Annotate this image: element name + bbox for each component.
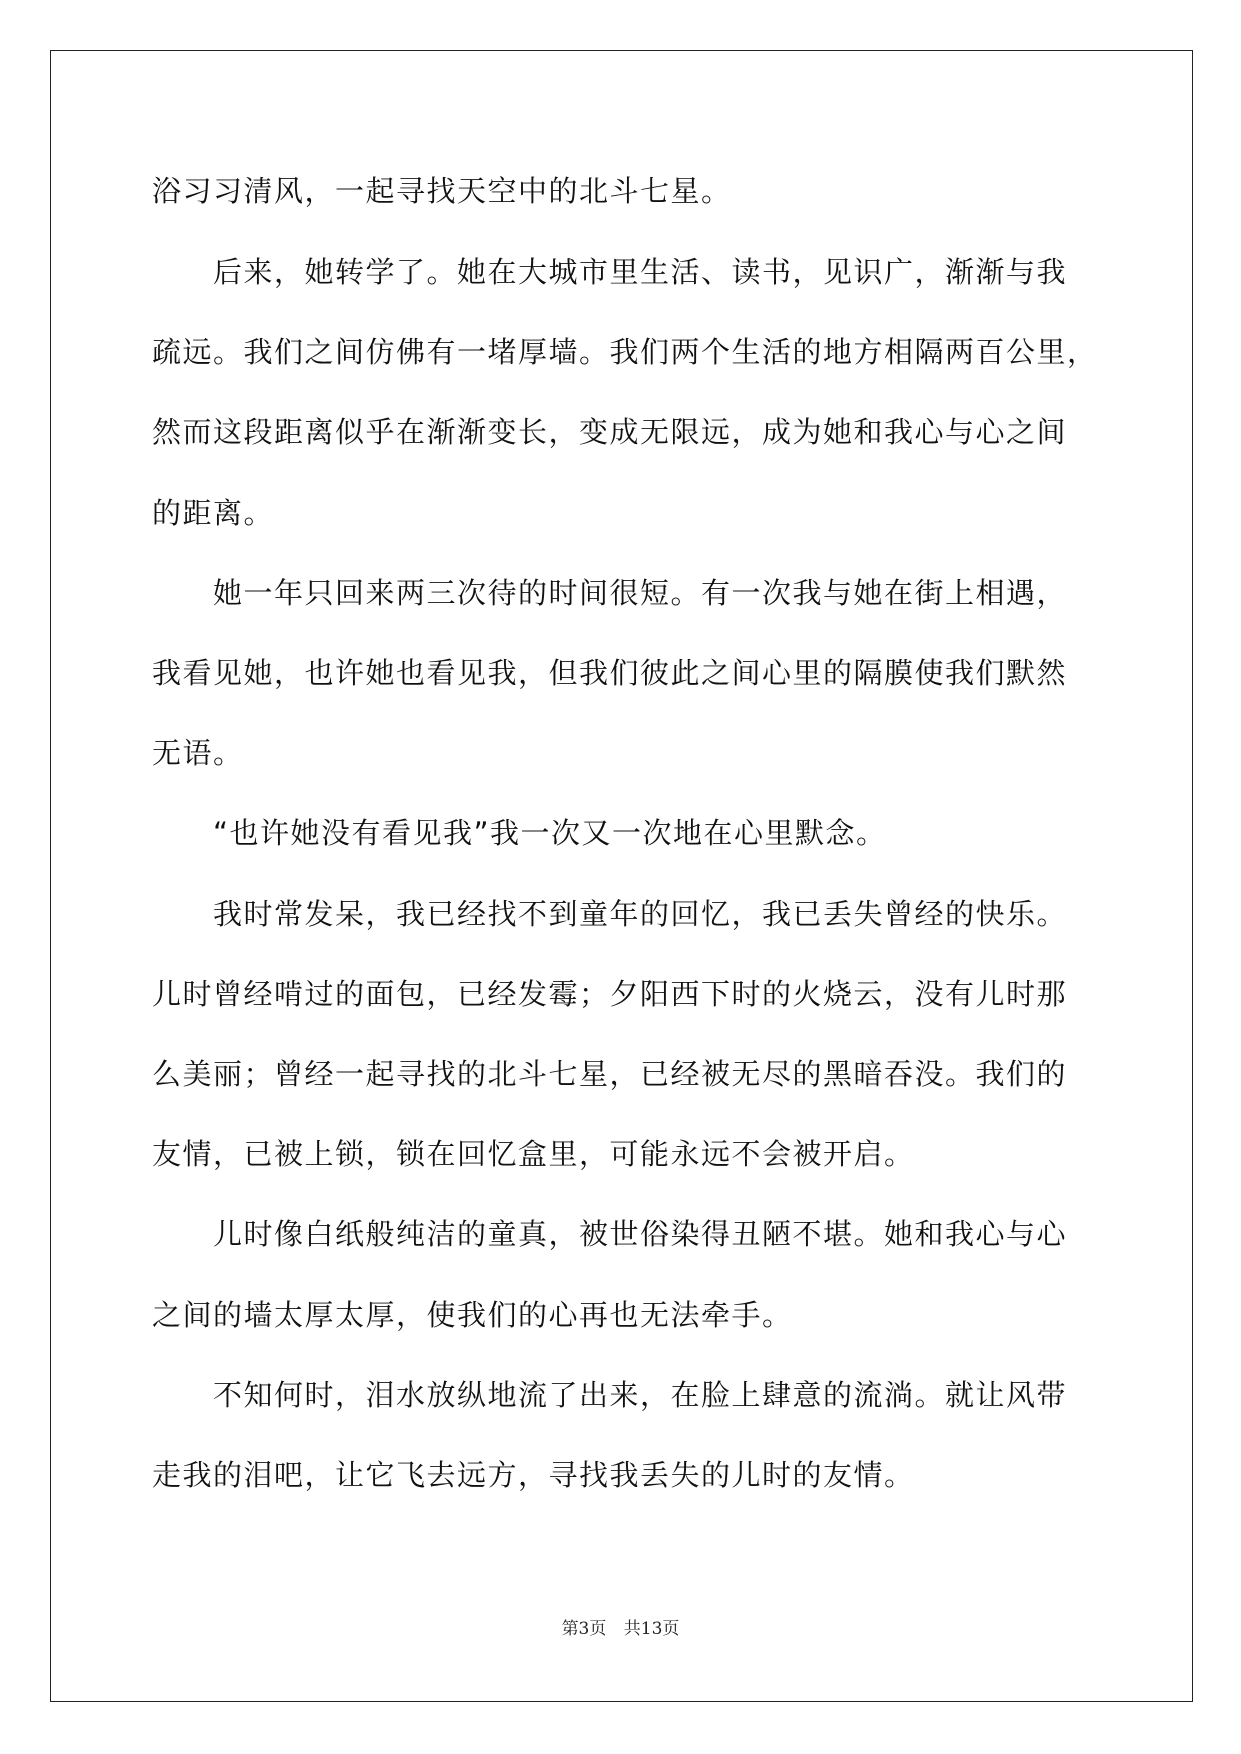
text-line: 无语。	[152, 736, 244, 770]
text-line: 不知何时，泪水放纵地流了出来，在脸上肆意的流淌。就让风带	[213, 1378, 1068, 1412]
page-border	[50, 50, 1193, 1702]
text-line: 么美丽；曾经一起寻找的北斗七星，已经被无尽的黑暗吞没。我们的	[152, 1057, 1068, 1091]
text-line: “也许她没有看见我”我一次又一次地在心里默念。	[213, 816, 887, 850]
text-line: 后来，她转学了。她在大城市里生活、读书，见识广，渐渐与我	[213, 255, 1068, 289]
text-line: 之间的墙太厚太厚，使我们的心再也无法牵手。	[152, 1298, 793, 1332]
text-line: 儿时像白纸般纯洁的童真，被世俗染得丑陋不堪。她和我心与心	[213, 1217, 1068, 1251]
page-number: 第3页	[561, 1619, 607, 1639]
text-line: 我看见她，也许她也看见我，但我们彼此之间心里的隔膜使我们默然	[152, 656, 1068, 690]
text-line: 走我的泪吧，让它飞去远方，寻找我丢失的儿时的友情。	[152, 1458, 915, 1492]
text-line: 儿时曾经啃过的面包，已经发霉；夕阳西下时的火烧云，没有儿时那	[152, 977, 1068, 1011]
text-line: 浴习习清风，一起寻找天空中的北斗七星。	[152, 174, 732, 208]
text-line: 然而这段距离似乎在渐渐变长，变成无限远，成为她和我心与心之间	[152, 415, 1068, 449]
text-line: 她一年只回来两三次待的时间很短。有一次我与她在街上相遇，	[213, 576, 1068, 610]
text-line: 疏远。我们之间仿佛有一堵厚墙。我们两个生活的地方相隔两百公里，	[152, 335, 1098, 369]
page-total: 共13页	[623, 1619, 680, 1639]
text-line: 我时常发呆，我已经找不到童年的回忆，我已丢失曾经的快乐。	[213, 897, 1068, 931]
text-line: 的距离。	[152, 496, 275, 530]
text-line: 友情，已被上锁，锁在回忆盒里，可能永远不会被开启。	[152, 1137, 915, 1171]
page-footer	[0, 1614, 1241, 1639]
